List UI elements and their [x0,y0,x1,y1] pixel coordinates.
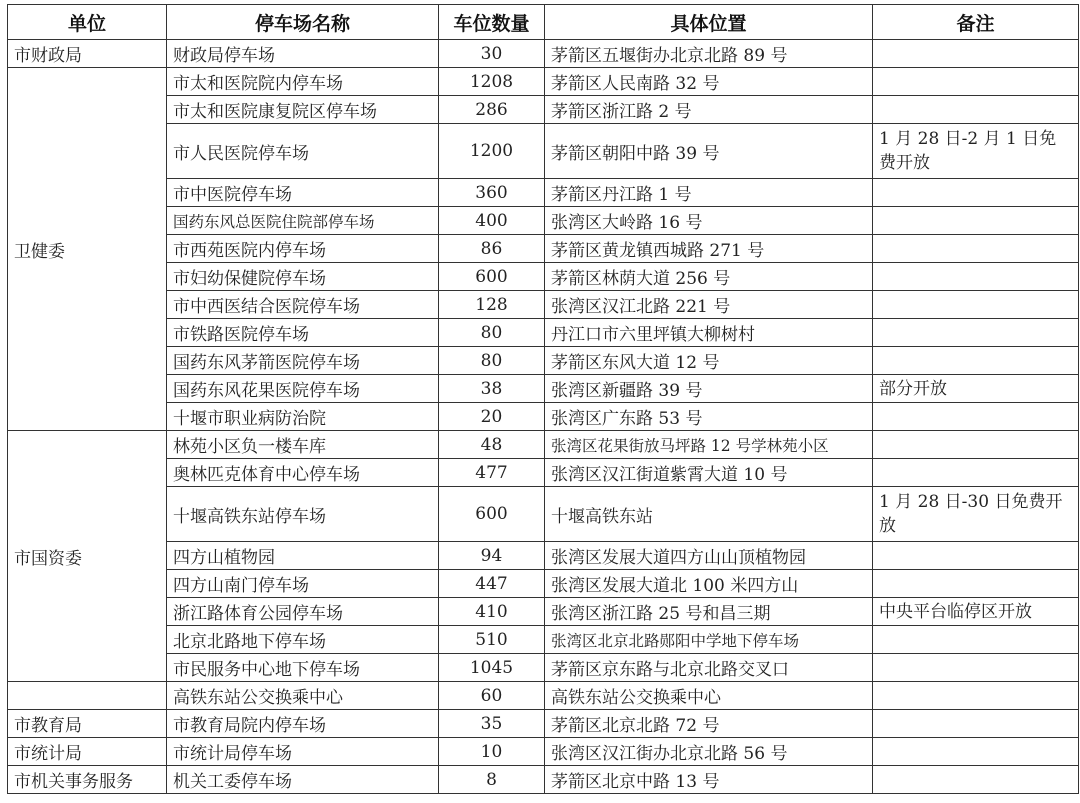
note-cell [873,40,1079,68]
count-cell: 60 [439,682,545,710]
location-cell: 丹江口市六里坪镇大柳树村 [545,319,873,347]
note-cell [873,179,1079,207]
table-row [8,179,1079,207]
table-row [8,682,1079,710]
note-cell [873,431,1079,459]
note-cell [873,570,1079,598]
location-cell: 茅箭区浙江路 2 号 [545,96,873,124]
table-row [8,40,1079,68]
location-cell: 茅箭区北京中路 13 号 [545,766,873,794]
note-cell: 部分开放 [873,375,1079,403]
location-cell: 张湾区广东路 53 号 [545,403,873,431]
header-note: 备注 [873,5,1079,40]
unit-cell: 市机关事务服务 [8,766,167,794]
location-cell: 张湾区花果街放马坪路 12 号学林苑小区 [545,431,873,459]
header-row [8,5,1079,40]
count-cell: 360 [439,179,545,207]
count-cell: 410 [439,598,545,626]
location-cell: 茅箭区东风大道 12 号 [545,347,873,375]
header-unit: 单位 [8,5,167,40]
unit-cell: 市国资委 [8,431,167,682]
note-cell: 1 月 28 日-30 日免费开放 [873,487,1079,542]
name-cell: 市妇幼保健院停车场 [167,263,439,291]
location-cell: 茅箭区五堰街办北京北路 89 号 [545,40,873,68]
name-cell: 财政局停车场 [167,40,439,68]
table-row [8,96,1079,124]
name-cell: 市太和医院康复院区停车场 [167,96,439,124]
table-row [8,291,1079,319]
name-cell: 国药东风总医院住院部停车场 [167,207,439,235]
count-cell: 1200 [439,124,545,179]
name-cell: 市铁路医院停车场 [167,319,439,347]
count-cell: 510 [439,626,545,654]
count-cell: 35 [439,710,545,738]
note-cell [873,207,1079,235]
table-row [8,710,1079,738]
location-cell: 张湾区大岭路 16 号 [545,207,873,235]
note-cell [873,459,1079,487]
table-row [8,542,1079,570]
table-row [8,431,1079,459]
note-cell [873,710,1079,738]
table-body [8,40,1079,794]
unit-cell: 市统计局 [8,738,167,766]
table-row [8,68,1079,96]
count-cell: 86 [439,235,545,263]
table-row [8,403,1079,431]
note-cell [873,347,1079,375]
count-cell: 128 [439,291,545,319]
note-cell [873,319,1079,347]
count-cell: 80 [439,319,545,347]
location-cell: 张湾区汉江街道紫霄大道 10 号 [545,459,873,487]
note-cell [873,291,1079,319]
name-cell: 四方山南门停车场 [167,570,439,598]
name-cell: 国药东风茅箭医院停车场 [167,347,439,375]
location-cell: 张湾区汉江北路 221 号 [545,291,873,319]
note-cell [873,654,1079,682]
count-cell: 38 [439,375,545,403]
location-cell: 十堰高铁东站 [545,487,873,542]
count-cell: 30 [439,40,545,68]
location-cell: 茅箭区京东路与北京北路交叉口 [545,654,873,682]
location-cell: 张湾区新疆路 39 号 [545,375,873,403]
location-cell: 茅箭区北京北路 72 号 [545,710,873,738]
count-cell: 1045 [439,654,545,682]
count-cell: 447 [439,570,545,598]
table-row [8,124,1079,179]
table-row [8,654,1079,682]
header-count: 车位数量 [439,5,545,40]
location-cell: 高铁东站公交换乘中心 [545,682,873,710]
table-row [8,738,1079,766]
note-cell [873,626,1079,654]
location-cell: 茅箭区林荫大道 256 号 [545,263,873,291]
parking-table [7,4,1079,794]
count-cell: 286 [439,96,545,124]
table-row [8,487,1079,542]
note-cell [873,403,1079,431]
note-cell: 中央平台临停区开放 [873,598,1079,626]
location-cell: 张湾区发展大道北 100 米四方山 [545,570,873,598]
count-cell: 477 [439,459,545,487]
name-cell: 北京北路地下停车场 [167,626,439,654]
location-cell: 张湾区发展大道四方山山顶植物园 [545,542,873,570]
name-cell: 机关工委停车场 [167,766,439,794]
table-row [8,570,1079,598]
name-cell: 十堰高铁东站停车场 [167,487,439,542]
table-row [8,598,1079,626]
count-cell: 600 [439,487,545,542]
count-cell: 400 [439,207,545,235]
location-cell: 张湾区汉江街办北京北路 56 号 [545,738,873,766]
table-row [8,626,1079,654]
count-cell: 600 [439,263,545,291]
count-cell: 94 [439,542,545,570]
count-cell: 48 [439,431,545,459]
note-cell: 1 月 28 日-2 月 1 日免费开放 [873,124,1079,179]
count-cell: 1208 [439,68,545,96]
count-cell: 8 [439,766,545,794]
unit-cell: 卫健委 [8,68,167,431]
table-row [8,263,1079,291]
note-cell [873,738,1079,766]
note-cell [873,235,1079,263]
name-cell: 奥林匹克体育中心停车场 [167,459,439,487]
table-row [8,235,1079,263]
location-cell: 茅箭区黄龙镇西城路 271 号 [545,235,873,263]
name-cell: 市教育局院内停车场 [167,710,439,738]
name-cell: 十堰市职业病防治院 [167,403,439,431]
table-row [8,319,1079,347]
note-cell [873,542,1079,570]
table-row [8,347,1079,375]
name-cell: 市太和医院院内停车场 [167,68,439,96]
unit-cell-empty [8,682,167,710]
location-cell: 张湾区北京北路郧阳中学地下停车场 [545,626,873,654]
location-cell: 茅箭区朝阳中路 39 号 [545,124,873,179]
table-row [8,375,1079,403]
name-cell: 国药东风花果医院停车场 [167,375,439,403]
location-cell: 张湾区浙江路 25 号和昌三期 [545,598,873,626]
location-cell: 茅箭区人民南路 32 号 [545,68,873,96]
location-cell: 茅箭区丹江路 1 号 [545,179,873,207]
count-cell: 20 [439,403,545,431]
name-cell: 高铁东站公交换乘中心 [167,682,439,710]
note-cell [873,263,1079,291]
name-cell: 市人民医院停车场 [167,124,439,179]
table-row [8,207,1079,235]
note-cell [873,96,1079,124]
note-cell [873,68,1079,96]
unit-cell: 市教育局 [8,710,167,738]
header-location: 具体位置 [545,5,873,40]
name-cell: 市民服务中心地下停车场 [167,654,439,682]
unit-cell: 市财政局 [8,40,167,68]
note-cell [873,682,1079,710]
table-row [8,766,1079,794]
name-cell: 市西苑医院内停车场 [167,235,439,263]
name-cell: 林苑小区负一楼车库 [167,431,439,459]
name-cell: 市中医院停车场 [167,179,439,207]
count-cell: 80 [439,347,545,375]
note-cell [873,766,1079,794]
count-cell: 10 [439,738,545,766]
header-name: 停车场名称 [167,5,439,40]
name-cell: 市中西医结合医院停车场 [167,291,439,319]
name-cell: 浙江路体育公园停车场 [167,598,439,626]
table-row [8,459,1079,487]
name-cell: 四方山植物园 [167,542,439,570]
name-cell: 市统计局停车场 [167,738,439,766]
